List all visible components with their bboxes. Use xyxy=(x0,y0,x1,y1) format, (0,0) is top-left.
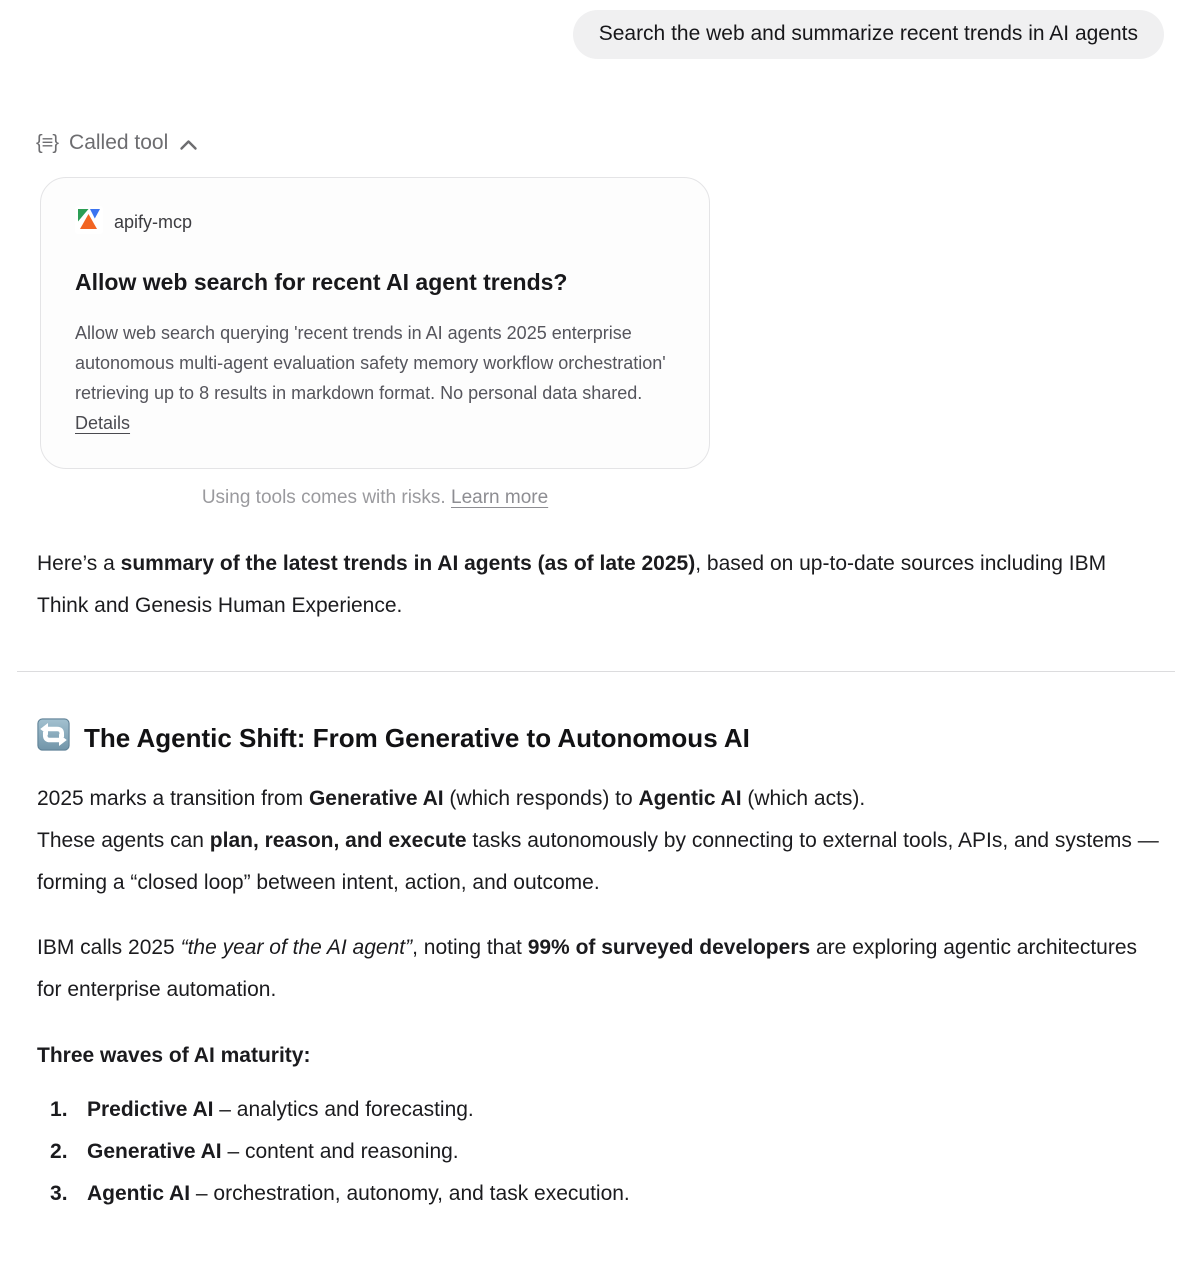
list-heading: Three waves of AI maturity: xyxy=(37,1044,311,1068)
risk-note-text: Using tools comes with risks. xyxy=(201,487,451,509)
tool-card-header xyxy=(75,206,675,239)
code-braces-icon: {≡} xyxy=(36,131,59,154)
section-heading xyxy=(37,718,1160,758)
user-message-row xyxy=(0,0,1192,59)
tool-permission-card xyxy=(40,177,710,469)
counterclockwise-arrows-icon xyxy=(37,718,70,758)
tool-permission-description-text: Allow web search querying 'recent trends in AI agents 2025 enterprise autonomous multi-agent evaluation safety memory workflow orchestration' retrieving up to 8 results in markdown format. No personal data shared. xyxy=(75,323,666,404)
list-item: Agentic AI – orchestration, autonomy, and task execution. xyxy=(87,1182,630,1206)
tool-permission-title: Allow web search for recent AI agent trends? xyxy=(75,269,568,296)
section-paragraph-2: IBM calls 2025 “the year of the AI agent”, noting that 99% of surveyed developers are exploring agentic architectures for enterprise automation. xyxy=(37,936,1138,1002)
called-tool-label: Called tool xyxy=(69,131,169,155)
list-item: Predictive AI – analytics and forecasting. xyxy=(87,1098,474,1122)
apify-mcp-icon xyxy=(75,206,103,239)
chevron-up-icon xyxy=(179,139,198,151)
tool-permission-description xyxy=(75,318,675,438)
called-tool-toggle[interactable] xyxy=(36,131,198,155)
list-item: Generative AI – content and reasoning. xyxy=(87,1140,459,1164)
tool-risk-note xyxy=(40,487,710,509)
section-heading-text: The Agentic Shift: From Generative to Autonomous AI xyxy=(84,722,750,753)
maturity-waves-list xyxy=(37,1089,1160,1215)
divider xyxy=(17,671,1175,672)
mcp-server-name: apify-mcp xyxy=(114,212,193,233)
user-message-text: Search the web and summarize recent trends in AI agents xyxy=(598,22,1138,45)
learn-more-link[interactable]: Learn more xyxy=(451,487,549,509)
response-intro-paragraph: Here’s a summary of the latest trends in AI agents (as of late 2025), based on up-to-date sources including IBM Think and Genesis Human Experience. xyxy=(37,552,1107,618)
section-paragraph-1: 2025 marks a transition from Generative AI (which responds) to Agentic AI (which acts). These agents can plan, reason, and execute tasks autonomously by connecting to external tools, APIs, and systems — forming a “closed loop” between intent, action, and outcome. xyxy=(37,787,1159,895)
user-message-bubble xyxy=(573,10,1164,59)
details-link[interactable]: Details xyxy=(75,413,131,434)
